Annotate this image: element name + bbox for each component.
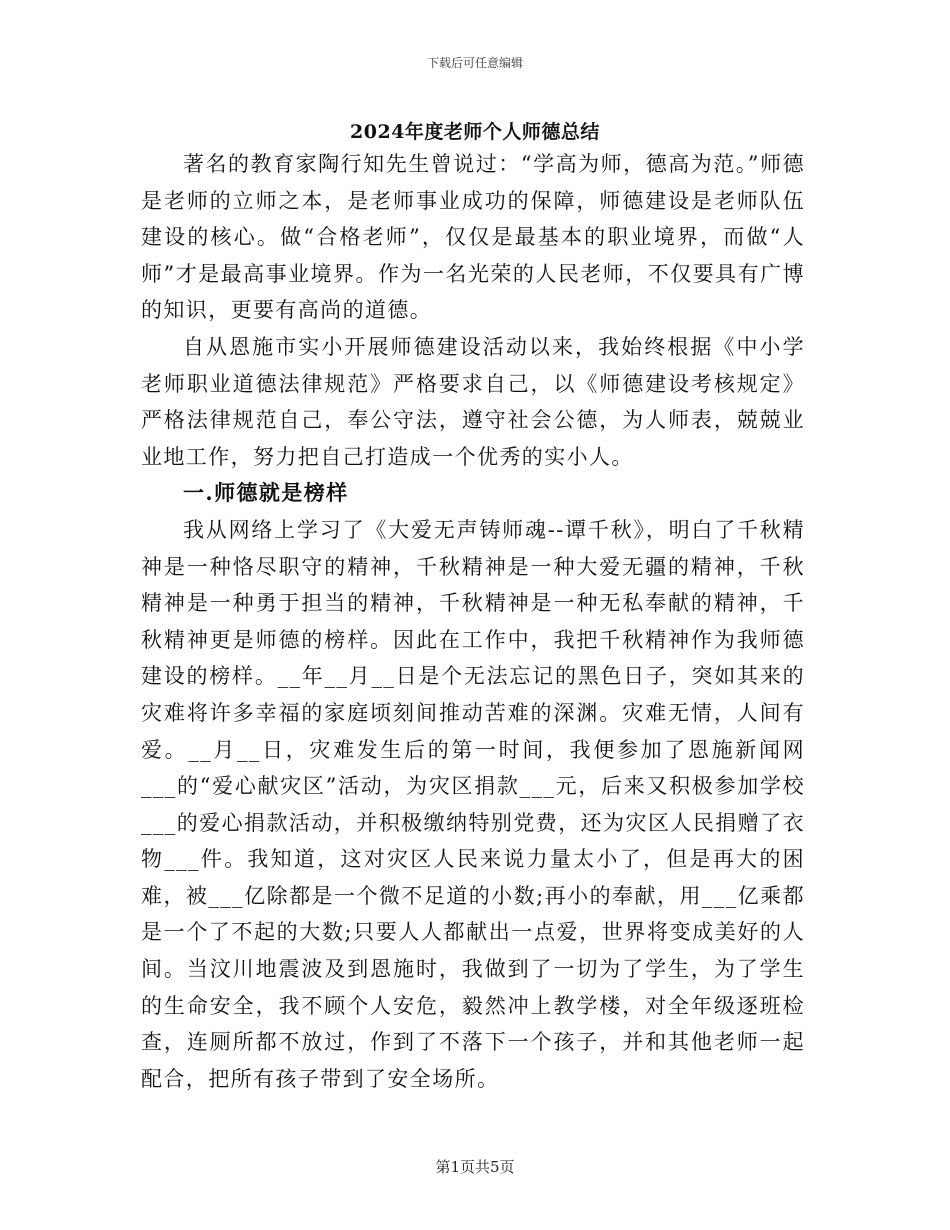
header-note: 下载后可任意编辑	[426, 56, 523, 70]
paragraph-intro: 著名的教育家陶行知先生曾说过：“学高为师，德高为范。”师德是老师的立师之本，是老师事业成功的保障，师德建设是老师队伍建设的核心。做“合格老师”，仅仅是最基本的职业境界，而做“人师”才是最高事业境界。作为一名光荣的人民老师，不仅要具有广博的知识，更要有高尚的道德。	[141, 152, 805, 323]
page-footer: 第1页共5页	[435, 1158, 515, 1176]
paragraph-section-one: 我从网络上学习了《大爱无声铸师魂--谭千秋》，明白了千秋精神是一种恪尽职守的精神，千秋精神是一种大爱无疆的精神，千秋精神是一种勇于担当的精神，千秋精神是一种无私奉献的精神，千秋精神更是师德的榜样。因此在工作中，我把千秋精神作为我师德建设的榜样。__年__月__日是个无法忘记的黑色日子，突如其来的灾难将许多幸福的家庭顷刻间推动苦难的深渊。灾难无情，人间有爱。__月__日，灾难发生后的第一时间，我便参加了恩施新闻网___的“爱心献灾区”活动，为灾区捐款___元，后来又积极参加学校___的爱心捐款活动，并积极缴纳特别党费，还为灾区人民捐赠了衣物___件。我知道，这对灾区人民来说力量太小了，但是再大的困难，被___亿除都是一个微不足道的小数;再小的奉献，用___亿乘都是一个了不起的大数;只要人人都献出一点爱，世界将变成美好的人间。当汶川地震波及到恩施时，我做到了一切为了学生，为了学生的生命安全，我不顾个人安危，毅然冲上教学楼，对全年级逐班检查，连厕所都不放过，作到了不落下一个孩子，并和其他老师一起配合，把所有孩子带到了安全场所。	[141, 517, 805, 1091]
paragraph-commitment: 自从恩施市实小开展师德建设活动以来，我始终根据《中小学老师职业道德法律规范》严格要求自己，以《师德建设考核规定》严格法律规范自己，奉公守法，遵守社会公德，为人师表，兢兢业业地工作，努力把自己打造成一个优秀的实小人。	[141, 334, 805, 469]
document-title: 2024年度老师个人师德总结	[350, 121, 600, 143]
section-heading: 一.师德就是榜样	[183, 480, 349, 506]
document-body	[141, 146, 805, 1097]
